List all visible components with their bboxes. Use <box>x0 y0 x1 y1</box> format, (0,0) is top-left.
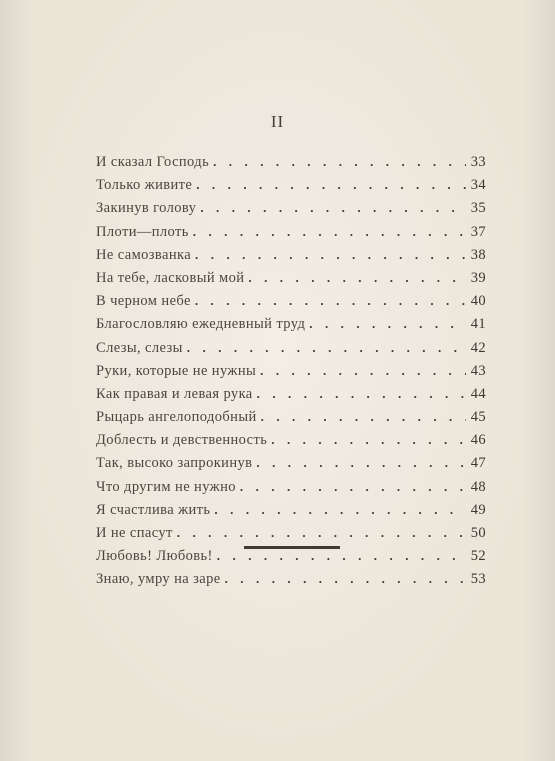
toc-entry-page: 46 <box>470 432 486 449</box>
toc-entry-title: Любовь! Любовь! <box>96 548 213 565</box>
toc-entry-page: 35 <box>470 200 486 217</box>
toc-entry-page: 37 <box>470 223 486 240</box>
toc-entry <box>96 340 486 363</box>
toc-entry <box>96 548 486 571</box>
toc-entry-title: Благословляю ежедневный труд <box>96 316 306 333</box>
dot-leader <box>260 363 466 379</box>
toc-entry-title: И не спасут <box>96 525 173 541</box>
dot-leader <box>248 270 466 286</box>
toc-entry-title: Плоти—плоть <box>96 223 189 240</box>
toc-entry <box>96 502 486 525</box>
toc-entry-page: 39 <box>470 269 486 286</box>
toc-entry-page: 42 <box>470 339 486 356</box>
toc-entry <box>96 479 486 502</box>
toc-entry <box>96 293 486 316</box>
toc-entry-page: 33 <box>470 154 486 170</box>
toc-entry-title: Как правая и левая рука <box>96 385 253 402</box>
toc-entry-title: Рыцарь ангелоподобный <box>96 409 257 426</box>
closing-rule <box>244 546 340 549</box>
toc-entry <box>96 455 486 478</box>
toc-entry-page: 53 <box>470 571 486 588</box>
toc-entry <box>96 224 486 247</box>
toc-entry-page: 52 <box>470 548 486 565</box>
toc-entry <box>96 363 486 386</box>
toc-entry-page: 40 <box>470 293 486 310</box>
toc-entry-title: На тебе, ласковый мой <box>96 269 245 286</box>
dot-leader <box>195 293 466 309</box>
toc-entry <box>96 316 486 339</box>
toc-entry <box>96 571 486 594</box>
toc-entry-title: Не самозванка <box>96 246 192 263</box>
toc-entry-title: Я счастлива жить <box>96 501 211 518</box>
toc-entry-page: 38 <box>470 246 486 263</box>
toc-entry-title: Закинув голову <box>96 200 197 217</box>
dot-leader <box>240 479 466 495</box>
section-heading: II <box>270 112 285 131</box>
toc-entry-title: Руки, которые не нужны <box>96 362 257 379</box>
dot-leader <box>217 548 466 564</box>
dot-leader <box>214 502 466 518</box>
toc-entry <box>96 525 486 548</box>
toc-entry <box>96 247 486 270</box>
toc-entry-page: 34 <box>470 177 486 194</box>
toc-entry-page: 49 <box>470 501 486 518</box>
toc-entry-title: В черном небе <box>96 293 191 310</box>
toc-entry-title: Слезы, слезы <box>96 339 183 356</box>
toc-entry-title: Доблесть и девственность <box>96 432 268 449</box>
toc-entry-title: Только живите <box>96 177 193 194</box>
toc-entry <box>96 154 486 177</box>
toc-entry-page: 43 <box>470 362 486 379</box>
table-of-contents <box>96 154 486 595</box>
dot-leader <box>261 409 466 425</box>
toc-entry <box>96 270 486 293</box>
dot-leader <box>196 177 466 193</box>
toc-entry-page: 45 <box>470 409 486 426</box>
toc-entry <box>96 432 486 455</box>
dot-leader <box>225 571 466 587</box>
toc-entry-page: 48 <box>470 478 486 495</box>
toc-entry <box>96 200 486 223</box>
toc-entry-title: И сказал Господь <box>96 154 210 170</box>
toc-entry-page: 47 <box>470 455 486 472</box>
dot-leader <box>177 525 466 541</box>
dot-leader <box>193 224 466 240</box>
dot-leader <box>257 386 466 402</box>
toc-entry-title: Что другим не нужно <box>96 478 236 495</box>
toc-entry-page: 50 <box>470 525 486 541</box>
dot-leader <box>256 455 466 471</box>
toc-entry-page: 44 <box>470 385 486 402</box>
toc-entry-page: 41 <box>470 316 486 333</box>
dot-leader <box>213 154 466 170</box>
toc-entry-title: Так, высоко запрокинув <box>96 455 253 472</box>
toc-entry-title: Знаю, умру на заре <box>96 571 221 588</box>
dot-leader <box>309 316 466 332</box>
dot-leader <box>200 200 466 216</box>
dot-leader <box>187 340 466 356</box>
dot-leader <box>195 247 466 263</box>
toc-entry <box>96 177 486 200</box>
toc-entry <box>96 386 486 409</box>
dot-leader <box>271 432 466 448</box>
toc-entry <box>96 409 486 432</box>
